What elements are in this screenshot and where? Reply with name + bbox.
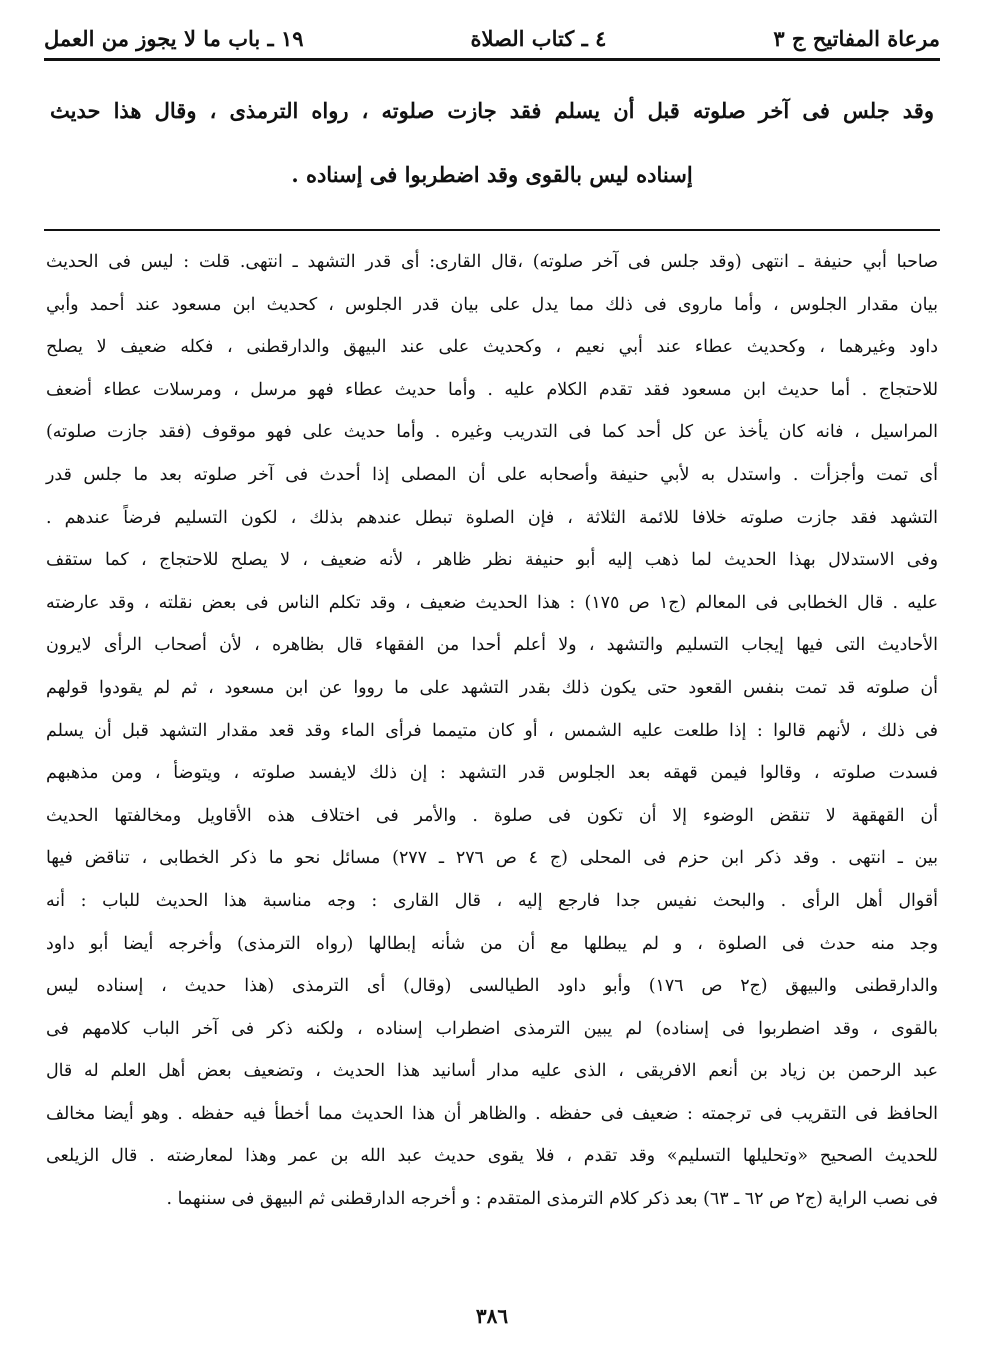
commentary-line: الأحاديث التى فيها إيجاب التسليم والتشهد ، ولا أعلم أحدا من الفقهاء قال بظاهره ، لأن أصحاب الرأى لايرون (46, 635, 938, 656)
commentary-line: عليه . قال الخطابى فى المعالم (ج١ ص ١٧٥) : هذا الحديث ضعيف ، وقد تكلم الناس فى بعض نقلته ، وقد عارضته (46, 592, 938, 613)
commentary-line: للاحتجاج . أما حديث ابن مسعود فقد تقدم الكلام عليه . وأما حديث عطاء فهو مرسل ، ومرسلات عطاء أضعف (46, 379, 938, 400)
commentary-line: الحافظ فى التقريب فى ترجمته : ضعيف فى حفظه . والظاهر أن هذا الحديث مما أخطأ فيه حفظه . وهو أيضا مخالف (46, 1103, 938, 1124)
commentary-line: للحديث الصحيح «وتحليلها التسليم» وقد تقدم ، فلا يقوى حديث عبد الله بن عمر وهذا لمعارضته . قال الزيلعى (46, 1146, 938, 1167)
commentary-line: بيان مقدار الجلوس ، وأما ماروى فى ذلك مما يدل على بيان قدر الجلوس ، كحديث ابن مسعود عند أحمد وأبي (46, 294, 938, 315)
page-number: ٣٨٦ (475, 1304, 509, 1328)
hadith-text (44, 79, 940, 207)
commentary-line: صاحبا أبي حنيفة ـ انتهى (وقد جلس فى آخر صلوته) ،قال القارى: أى قدر التشهد ـ انتهى. قلت : ليس فى الحديث (46, 252, 938, 272)
running-header (44, 22, 940, 56)
commentary-line: بالقوى ، وقد اضطربوا فى إسناده) لم يبين الترمذى اضطراب إسناده ، ولكنه ذكر فى آخر الباب كلامهم فى (46, 1018, 938, 1039)
book-title: مرعاة المفاتيح ج ٣ (773, 26, 940, 51)
commentary-line: فسدت صلوته ، وقالوا فيمن قهقه بعد الجلوس قدر التشهد : إن ذلك لايفسد صلوته ، ويتوضأ ، ومن مذهبهم (46, 763, 938, 784)
commentary-line: أن صلوته قد تمت بنفس القعود حتى يكون ذلك بقدر التشهد على ما رووا عن ابن مسعود ، ثم لم يقودوا قولهم (46, 677, 938, 698)
commentary-line: أقوال أهل الرأى . والبحث نفيس جدا فارجع إليه ، قال القارى : وجه مناسبة هذا الحديث للباب : أنه (46, 890, 938, 911)
commentary-line: أن القهقهة لا تنقض الوضوء إلا أن تكون فى صلوة . والأمر فى اختلاف هذه الأقاويل ومخالفتها الحديث (46, 805, 938, 826)
commentary-line: التشهد فقد جازت صلوته خلافا للائمة الثلاثة ، فإن الصلوة تبطل عندهم بذلك ، لكون التسليم فرضاً عندهم . (46, 507, 938, 528)
commentary-line: عبد الرحمن بن زياد بن أنعم الافريقى ، الذى عليه مدار أسانيد هذا الحديث ، وتضعيف بعض أهل العلم له قال (46, 1061, 938, 1082)
commentary-line: أى تمت وأجزأت . واستدل به لأبي حنيفة وأصحابه على أن المصلى إذا أحدث فى آخر صلوته بعد ما جلس قدر (46, 464, 938, 485)
header-rule (44, 58, 940, 61)
commentary-line: فى ذلك ، لأنهم قالوا : إذا طلعت عليه الشمس ، أو كان متيمما فرأى الماء وقد قعد مقدار التشهد قبل أن يسلم (46, 720, 938, 741)
commentary-rule (44, 229, 940, 231)
commentary (44, 241, 940, 1221)
section-title: ١٩ ـ باب ما لا يجوز من العمل (44, 26, 304, 51)
commentary-line: والدارقطنى والبيهق (ج٢ ص ١٧٦) وأبو داود الطيالسى (وقال) أى الترمذى (هذا حديث ، إسناده ليس (46, 976, 938, 997)
commentary-line: وفى الاستدلال بهذا الحديث لما ذهب إليه أبو حنيفة نظر ظاهر ، لأنه ضعيف ، لا يصلح للاحتجاج ، كما ستقف (46, 550, 938, 571)
hadith-line-2: إسناده ليس بالقوى وقد اضطربوا فى إسناده . (291, 162, 693, 187)
book-page (44, 22, 940, 1332)
commentary-line: داود وغيرهما ، وكحديث عطاء عند أبي نعيم ، وكحديث على عند البيهق والدارقطنى ، فكله ضعيف لا يصلح (46, 337, 938, 358)
commentary-line: وجد منه حدث فى الصلوة ، و لم يبطلها مع أن من شأنه إبطالها (رواه الترمذى) وأخرجه أيضا أبو داود (46, 933, 938, 954)
hadith-line-1: وقد جلس فى آخر صلوته قبل أن يسلم فقد جازت صلوته ، رواه الترمذى ، وقال هذا حديث (50, 98, 934, 123)
commentary-line: المراسيل ، فانه كان يأخذ عن كل أحد كما فى التدريب وغيره . وأما حديث على فهو موقوف (فقد جازت صلوته) (46, 422, 938, 443)
commentary-line: بين ـ انتهى . وقد ذكر ابن حزم فى المحلى (ج ٤ ص ٢٧٦ ـ ٢٧٧) مسائل نحو ما ذكر الخطابى ، تناقض فيها (46, 848, 938, 869)
chapter-title: ٤ ـ كتاب الصلاة (470, 26, 607, 51)
commentary-line: فى نصب الراية (ج٢ ص ٦٢ ـ ٦٣) بعد ذكر كلام الترمذى المتقدم : و أخرجه الدارقطنى ثم البيهق فى سننهما . (166, 1189, 938, 1210)
